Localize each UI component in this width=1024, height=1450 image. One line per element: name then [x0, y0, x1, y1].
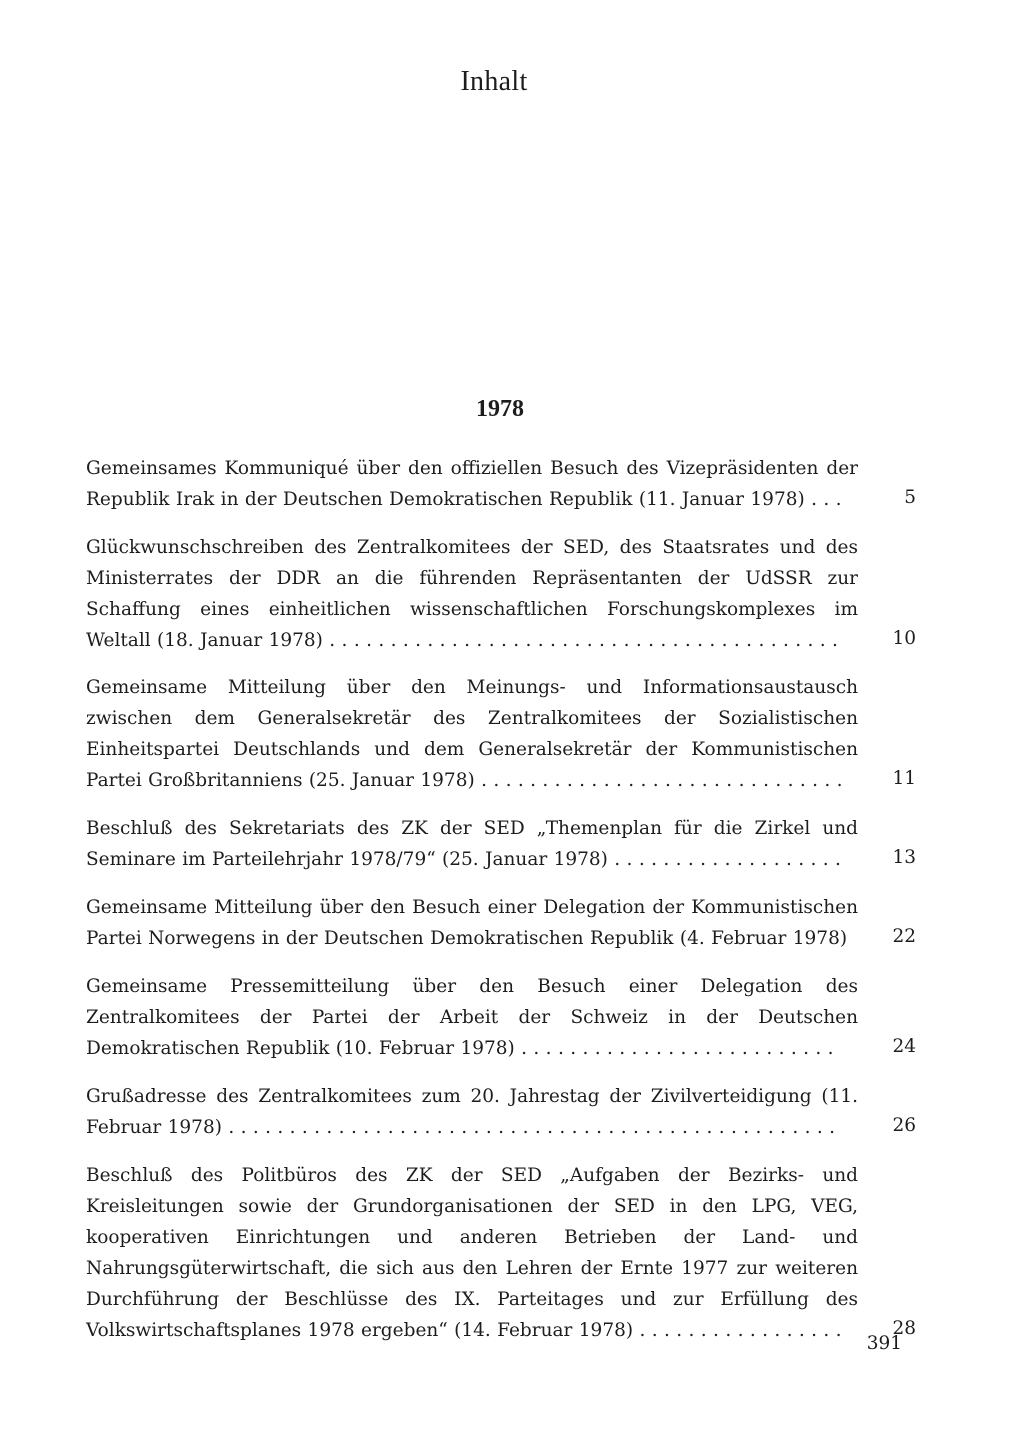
entry-text	[86, 1160, 858, 1346]
toc-entry[interactable]	[86, 1081, 924, 1143]
leader-dots: . . . . . . . . . . . . . . . . . . . . . . . . . .	[521, 1038, 834, 1059]
entry-page-number: 26	[892, 1115, 916, 1136]
leader-dots: . . . . . . . . . . . . . . . . . . . . . . . . . . . . . . . . . . . . . . . . . .	[329, 630, 838, 651]
leader-dots: . . . . . . . . . . . . . . . . .	[639, 1320, 842, 1341]
page-number: 391	[866, 1333, 902, 1354]
toc-entry[interactable]	[86, 971, 924, 1064]
entry-title: Beschluß des Politbüros des ZK der SED „Aufgaben der Bezirks- und Kreisleitungen sowie der Grundorganisationen der SED in den LPG, VEG, kooperativen Einrichtungen und anderen Betrieben der Land- und Nahrungsgüterwirtschaft, die sich aus den Lehren der Ernte 1977 zur weiteren Durchführung der Beschlüsse des IX. Parteitages und zur Erfüllung des Volkswirtschaftsplanes 1978 ergeben“ (14. Februar 1978)	[86, 1165, 858, 1341]
year-heading: 1978	[476, 396, 524, 422]
entry-title: Beschluß des Sekretariats des ZK der SED „Themenplan für die Zirkel und Seminare im Parteilehrjahr 1978/79“ (25. Januar 1978)	[86, 818, 858, 870]
toc-entry[interactable]	[86, 813, 924, 875]
page-title: Inhalt	[460, 66, 528, 97]
entry-page-number: 13	[892, 847, 916, 868]
entry-page-number: 5	[904, 487, 916, 508]
leader-dots: . . . . . . . . . . . . . . . . . . . . . . . . . . . . . .	[481, 770, 843, 791]
toc-entry[interactable]	[86, 453, 924, 515]
entry-text	[86, 532, 858, 656]
leader-dots: . . . . . . . . . . . . . . . . . . .	[614, 849, 841, 870]
entry-title: Gemeinsame Mitteilung über den Meinungs- und Informationsaustausch zwischen dem Generalsekretär des Zentralkomitees der Sozialistischen Einheitspartei Deutschlands und dem Generalsekretär der Kommunistischen Partei Großbritanniens (25. Januar 1978)	[86, 677, 858, 791]
entry-title: Gemeinsames Kommuniqué über den offiziellen Besuch des Vizepräsidenten der Republik Irak in der Deutschen Demokratischen Republik (11. Januar 1978)	[86, 458, 858, 510]
entry-title: Gemeinsame Mitteilung über den Besuch einer Delegation der Kommunistischen Partei Norwegens in der Deutschen Demokratischen Republik (4. Februar 1978)	[86, 897, 858, 949]
entry-page-number: 10	[892, 628, 916, 649]
entry-page-number: 22	[892, 926, 916, 947]
toc-list	[86, 453, 924, 1346]
toc-entry[interactable]	[86, 532, 924, 656]
entry-text	[86, 892, 858, 954]
entry-text	[86, 971, 858, 1064]
toc-entry[interactable]	[86, 892, 924, 954]
entry-text	[86, 453, 858, 515]
entry-text	[86, 1081, 858, 1143]
toc-entry[interactable]	[86, 1160, 924, 1346]
leader-dots: . . . . . . . . . . . . . . . . . . . . . . . . . . . . . . . . . . . . . . . . . . . . . . . . . .	[228, 1117, 836, 1138]
entry-title: Gemeinsame Pressemitteilung über den Besuch einer Delegation des Zentralkomitees der Partei der Arbeit der Schweiz in der Deutschen Demokratischen Republik (10. Februar 1978)	[86, 976, 858, 1059]
toc-entry[interactable]	[86, 672, 924, 796]
entry-title: Grußadresse des Zentralkomitees zum 20. Jahrestag der Zivilverteidigung (11. Februar 1978)	[86, 1086, 858, 1138]
leader-dots: . . .	[811, 489, 842, 510]
entry-page-number: 28	[892, 1318, 916, 1339]
entry-page-number: 24	[892, 1036, 916, 1057]
entry-title: Glückwunschschreiben des Zentralkomitees der SED, des Staatsrates und des Ministerrates der DDR an die führenden Repräsentanten der UdSSR zur Schaffung eines einheitlichen wissenschaftlichen Forschungskomplexes im Weltall (18. Januar 1978)	[86, 537, 858, 651]
entry-text	[86, 672, 858, 796]
entry-page-number: 11	[892, 768, 916, 789]
entry-text	[86, 813, 858, 875]
